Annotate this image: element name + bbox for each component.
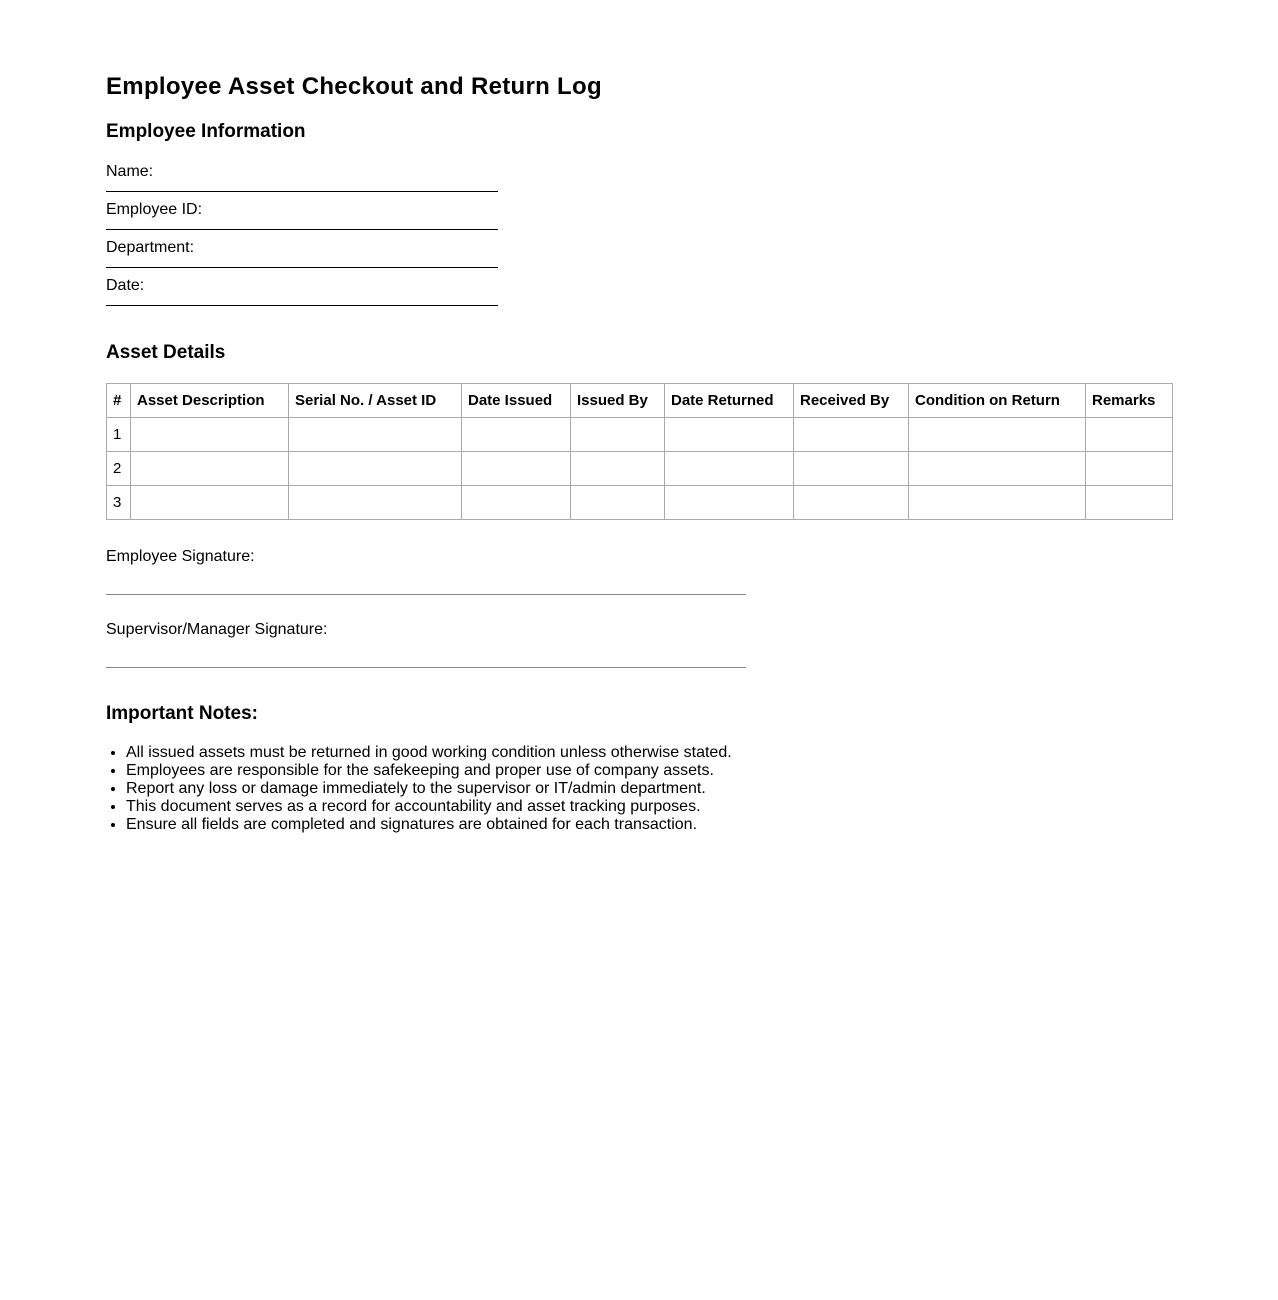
department-field[interactable] (106, 239, 498, 277)
condition-cell[interactable] (909, 486, 1086, 520)
received-by-cell[interactable] (794, 452, 909, 486)
name-field[interactable] (106, 163, 498, 201)
asset-description-cell[interactable] (131, 452, 289, 486)
issued-by-cell[interactable] (571, 486, 665, 520)
supervisor-signature-line[interactable] (106, 667, 746, 668)
employee-signature-label: Employee Signature: (106, 548, 255, 565)
column-header-serial-no: Serial No. / Asset ID (289, 384, 462, 418)
column-header-issued-by: Issued By (571, 384, 665, 418)
table-row (107, 418, 1173, 452)
notes-list (106, 744, 826, 834)
asset-details-heading: Asset Details (106, 342, 226, 363)
table-header-row (107, 384, 1173, 418)
condition-cell[interactable] (909, 452, 1086, 486)
serial-no-cell[interactable] (289, 418, 462, 452)
asset-table (106, 383, 1173, 520)
date-issued-cell[interactable] (462, 486, 571, 520)
date-issued-cell[interactable] (462, 418, 571, 452)
table-row (107, 452, 1173, 486)
list-item: • Report any loss or damage immediately to the supervisor or IT/admin department. (126, 780, 826, 798)
employee-id-input-line[interactable] (106, 229, 498, 230)
column-header-date-issued: Date Issued (462, 384, 571, 418)
date-returned-cell[interactable] (665, 486, 794, 520)
supervisor-signature-block[interactable] (106, 621, 746, 681)
asset-description-cell[interactable] (131, 486, 289, 520)
date-field[interactable] (106, 277, 498, 315)
name-label: Name: (106, 163, 154, 180)
list-item: • Ensure all fields are completed and signatures are obtained for each transaction. (126, 816, 826, 834)
serial-no-cell[interactable] (289, 452, 462, 486)
condition-cell[interactable] (909, 418, 1086, 452)
column-header-condition-on-return: Condition on Return (909, 384, 1086, 418)
column-header-asset-description: Asset Description (131, 384, 289, 418)
issued-by-cell[interactable] (571, 452, 665, 486)
row-number: 3 (107, 486, 131, 520)
column-header-number: # (107, 384, 131, 418)
row-number: 2 (107, 452, 131, 486)
column-header-remarks: Remarks (1086, 384, 1173, 418)
column-header-received-by: Received By (794, 384, 909, 418)
list-item: • This document serves as a record for accountability and asset tracking purposes. (126, 798, 826, 816)
list-item: • All issued assets must be returned in good working condition unless otherwise stated. (126, 744, 826, 762)
serial-no-cell[interactable] (289, 486, 462, 520)
remarks-cell[interactable] (1086, 418, 1173, 452)
received-by-cell[interactable] (794, 418, 909, 452)
list-item: • Employees are responsible for the safekeeping and proper use of company assets. (126, 762, 826, 780)
received-by-cell[interactable] (794, 486, 909, 520)
row-number: 1 (107, 418, 131, 452)
table-row (107, 486, 1173, 520)
date-issued-cell[interactable] (462, 452, 571, 486)
important-notes-heading: Important Notes: (106, 703, 258, 724)
department-input-line[interactable] (106, 267, 498, 268)
employee-signature-line[interactable] (106, 594, 746, 595)
date-returned-cell[interactable] (665, 418, 794, 452)
date-input-line[interactable] (106, 305, 498, 306)
column-header-date-returned: Date Returned (665, 384, 794, 418)
date-label: Date: (106, 277, 145, 294)
asset-description-cell[interactable] (131, 418, 289, 452)
name-input-line[interactable] (106, 191, 498, 192)
employee-information-heading: Employee Information (106, 121, 306, 142)
date-returned-cell[interactable] (665, 452, 794, 486)
department-label: Department: (106, 239, 195, 256)
page-title: Employee Asset Checkout and Return Log (106, 73, 602, 100)
issued-by-cell[interactable] (571, 418, 665, 452)
employee-id-label: Employee ID: (106, 201, 203, 218)
supervisor-signature-label: Supervisor/Manager Signature: (106, 621, 328, 638)
employee-id-field[interactable] (106, 201, 498, 239)
remarks-cell[interactable] (1086, 452, 1173, 486)
remarks-cell[interactable] (1086, 486, 1173, 520)
employee-signature-block[interactable] (106, 548, 746, 608)
